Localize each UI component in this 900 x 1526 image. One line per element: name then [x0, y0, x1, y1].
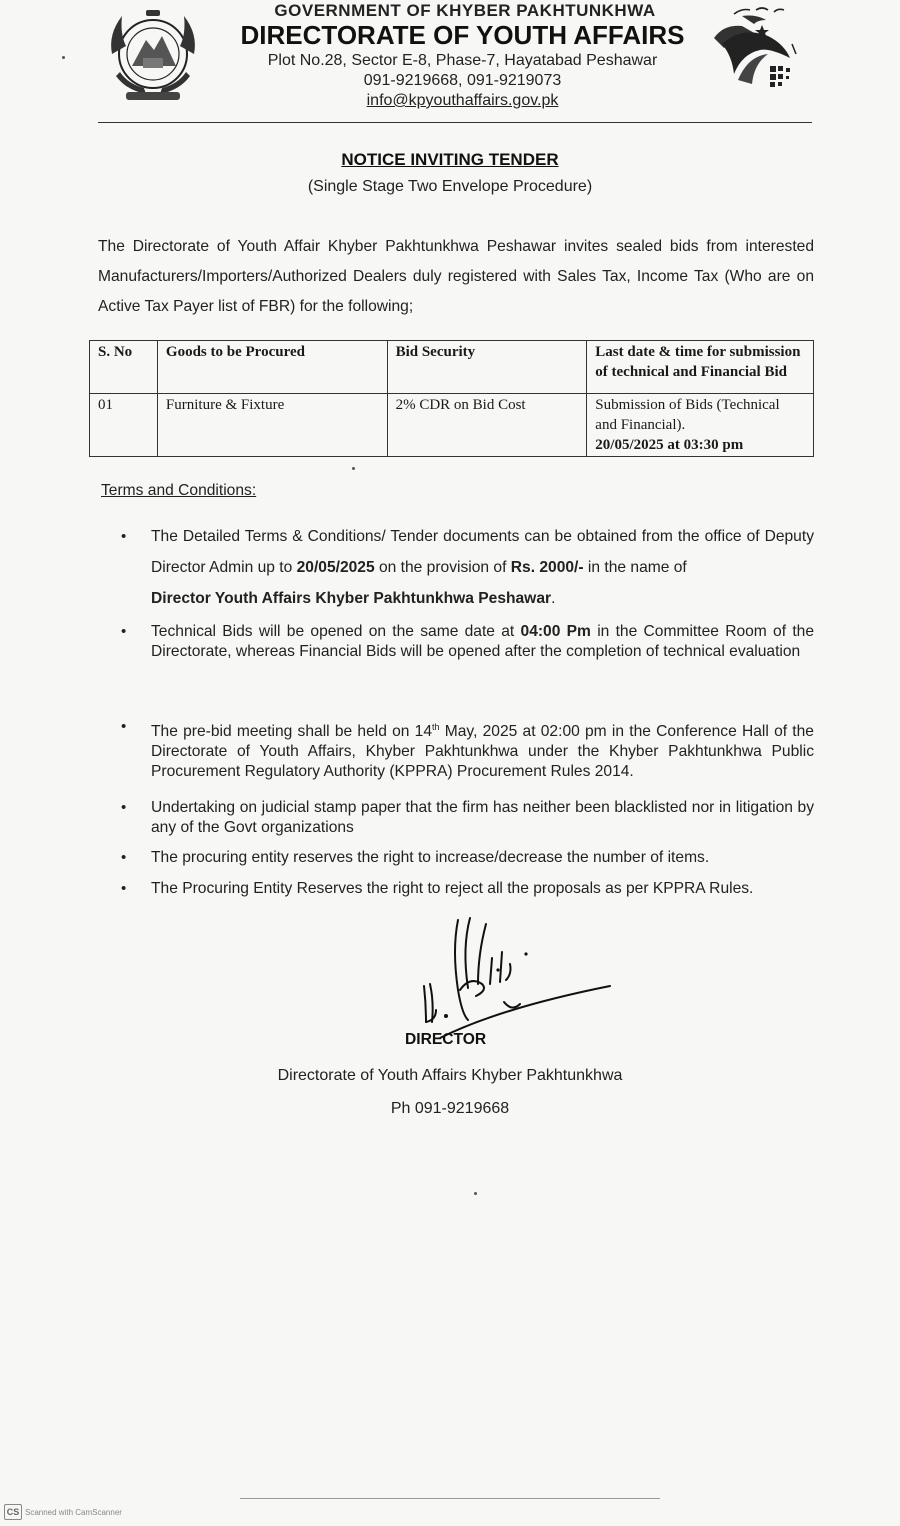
directorate-name: DIRECTORATE OF YOUTH AFFAIRS [240, 20, 685, 50]
header-goods: Goods to be Procured [157, 341, 387, 394]
term-text: Technical Bids will be opened on the same date at [151, 623, 521, 640]
term-text: on the provision of [374, 559, 511, 576]
tender-table [89, 340, 814, 457]
camscanner-badge: CS [4, 1504, 22, 1520]
cell-bid-security: 2% CDR on Bid Cost [387, 394, 587, 457]
youth-affairs-eagle-logo-icon [700, 4, 810, 108]
opening-time: 04:00 Pm [520, 623, 591, 640]
deadline-datetime: 20/05/2025 at 03:30 pm [595, 437, 744, 453]
header-serial-number: S. No [90, 341, 158, 394]
letterhead [0, 0, 900, 125]
terms-heading: Terms and Conditions: [101, 482, 257, 499]
term-text: . [551, 590, 556, 607]
list-item [120, 622, 814, 662]
cell-serial-number: 01 [90, 394, 158, 457]
term-text: in the Committee Room of the Directorate, whereas Financial Bids will be opened after the completion of technical evaluation [151, 623, 814, 660]
scan-speck [62, 56, 65, 59]
list-item [120, 521, 814, 614]
table-header-row [90, 341, 814, 394]
list-item: • The Procuring Entity Reserves the right to reject all the proposals as per KPPRA Rules. [120, 879, 814, 899]
term-text: The Detailed Terms & Conditions/ Tender documents can be obtained from the office of Deputy Director Admin up to [151, 528, 814, 576]
kp-government-emblem-icon [98, 6, 208, 106]
term-text: May, 2025 at 02:00 pm in the Conference Hall of the Directorate of Youth Affairs, Khyber Pakhtunkhwa under the Khyber Pakhtunkhwa Public Procurement Regulatory Authority (KPPRA) Procurement Rules 2014. [151, 723, 814, 781]
signatory-phone: Ph 091-9219668 [390, 1100, 510, 1117]
term-text: in the name of [583, 559, 687, 576]
notice-subtitle: (Single Stage Two Envelope Procedure) [307, 178, 593, 195]
intro-paragraph: The Directorate of Youth Affair Khyber Pakhtunkhwa Peshawar invites sealed bids from interested Manufacturers/Importers/Authorized Dealers duly registered with Sales Tax, Income Tax (Who are on Active Tax Payer list of FBR) for the following; [98, 238, 814, 315]
document-deadline-date: 20/05/2025 [296, 559, 375, 576]
email-address: info@kpyouthaffairs.gov.pk [366, 92, 559, 109]
ordinal-suffix: th [432, 722, 440, 732]
scan-speck [352, 467, 355, 470]
government-name: GOVERNMENT OF KHYBER PAKHTUNKHWA [274, 1, 656, 20]
table-row [90, 394, 814, 457]
header-divider [98, 122, 812, 123]
notice-title: NOTICE INVITING TENDER [341, 150, 559, 169]
footer-divider [240, 1498, 660, 1499]
director-signature-icon [400, 910, 620, 1040]
list-item: • The procuring entity reserves the right to increase/decrease the number of items. [120, 848, 814, 868]
signatory-organization: Directorate of Youth Affairs Khyber Pakhtunkhwa [277, 1067, 623, 1084]
phone-numbers: 091-9219668, 091-9219073 [363, 72, 562, 89]
header-bid-security: Bid Security [387, 341, 587, 394]
scanner-watermark: Scanned with CamScanner [25, 1508, 122, 1517]
signatory-title: DIRECTOR [405, 1031, 487, 1048]
cell-goods: Furniture & Fixture [157, 394, 387, 457]
deadline-text: Submission of Bids (Technical and Financial). [595, 397, 780, 433]
cell-deadline [587, 394, 814, 457]
list-item: • Undertaking on judicial stamp paper that the firm has neither been blacklisted nor in litigation by any of the Govt organizations [120, 798, 814, 838]
payee-name: Director Youth Affairs Khyber Pakhtunkhwa Peshawar [151, 590, 552, 607]
address: Plot No.28, Sector E-8, Phase-7, Hayatabad Peshawar [267, 52, 658, 69]
header-deadline: Last date & time for submission of technical and Financial Bid [587, 341, 814, 394]
document-fee: Rs. 2000/- [510, 559, 584, 576]
scan-speck [474, 1192, 477, 1195]
list-item [120, 717, 814, 782]
term-text: The pre-bid meeting shall be held on 14 [151, 723, 433, 741]
